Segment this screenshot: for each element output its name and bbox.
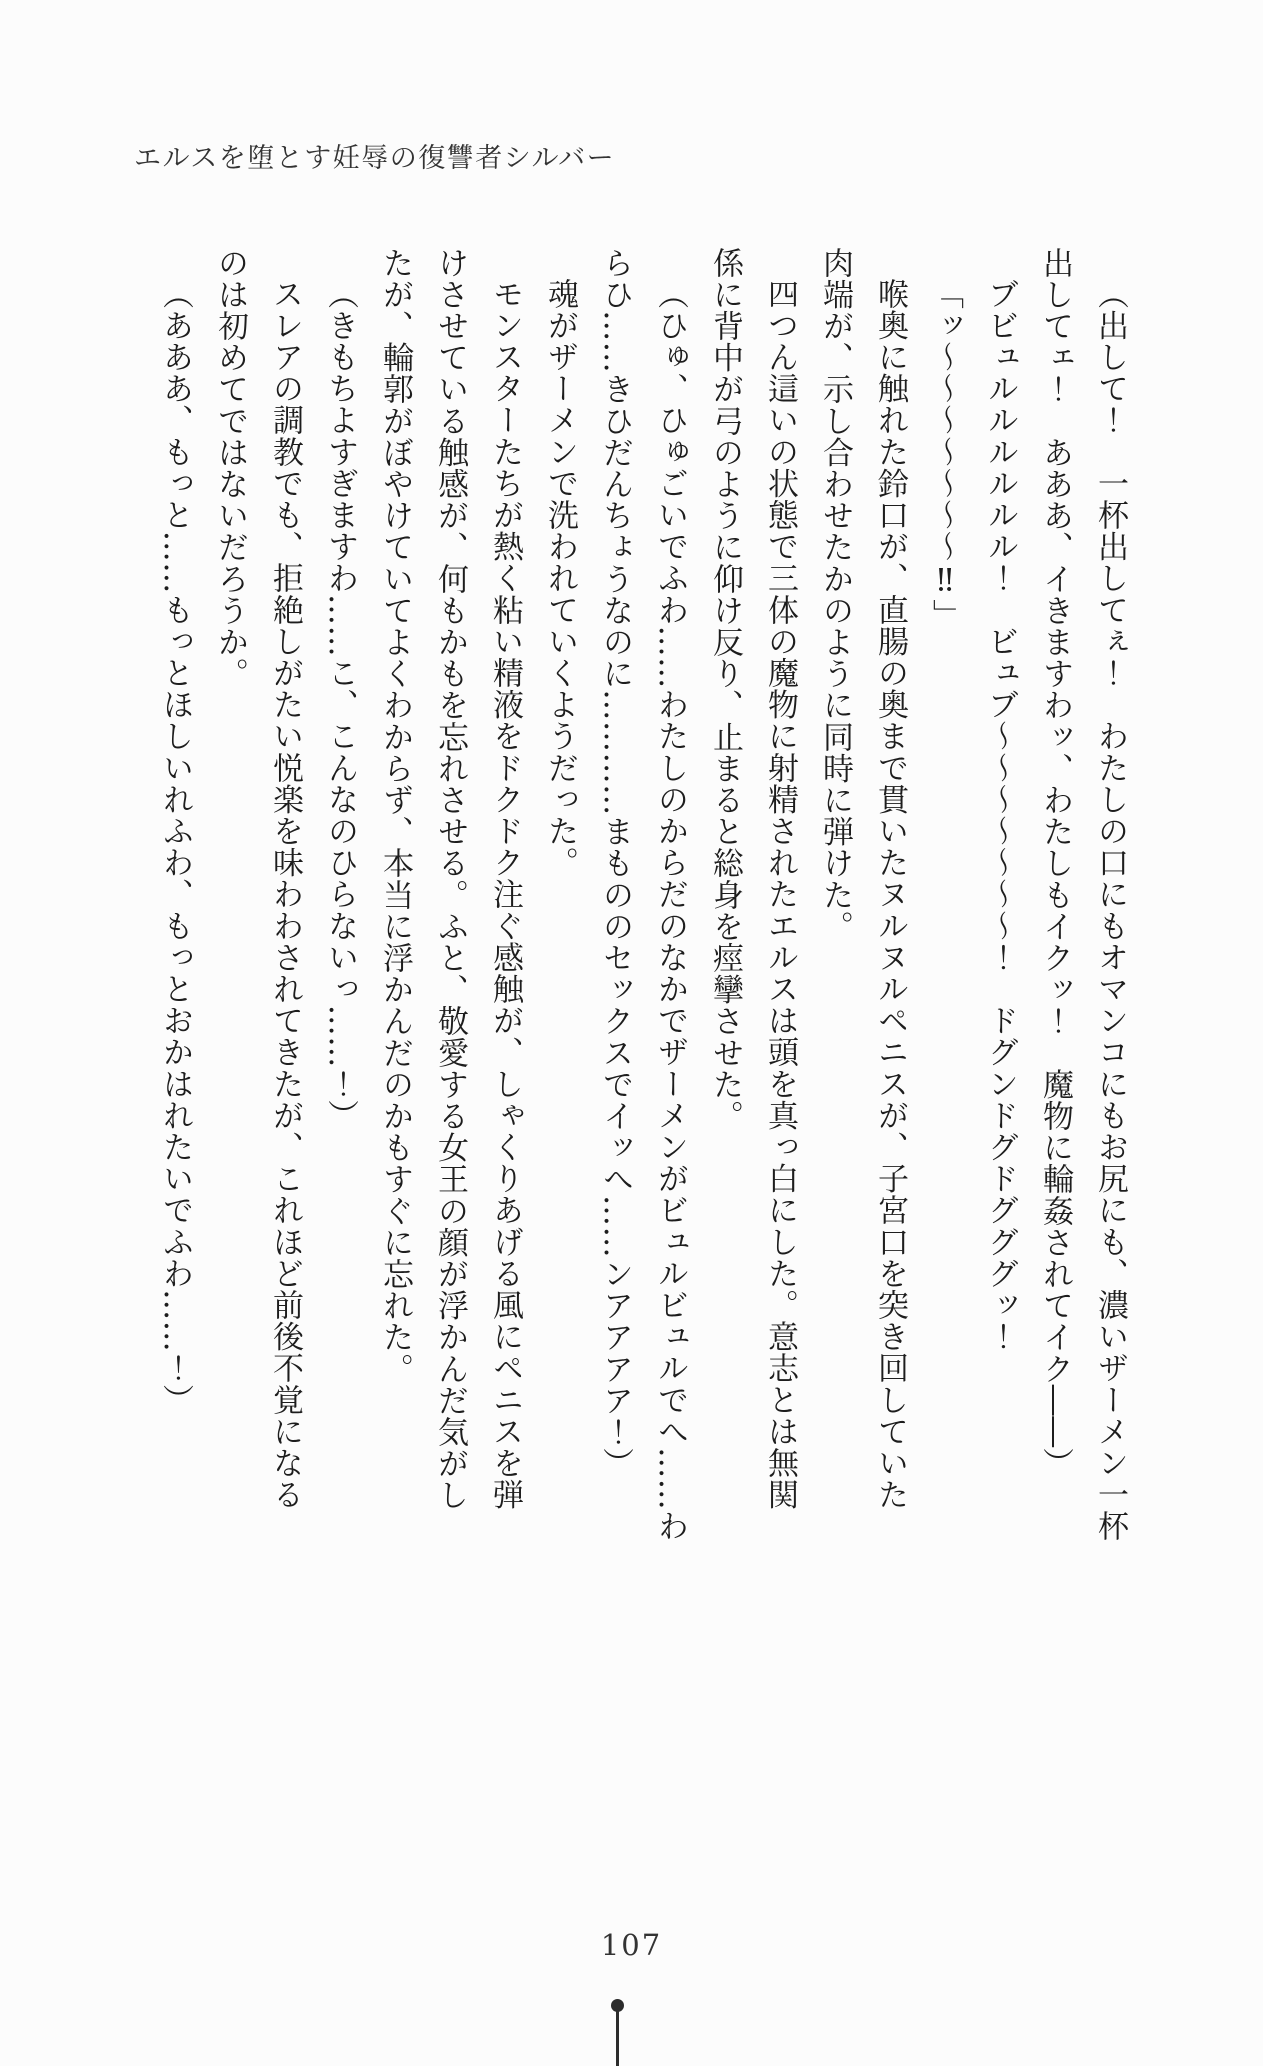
text-line: 出してェ！ あああ、イきますわッ、わたしもイクッ！ 魔物に輪姦されてイク――） <box>1037 247 1073 1480</box>
text-line: のは初めてではないだろうか。 <box>212 247 248 690</box>
text-line: （あああ、もっと……もっとほしいれふわ、もっとおかはれたいでふわ……！） <box>157 278 193 1416</box>
text-line: 「ッ～～～～～～～‼」 <box>927 278 963 631</box>
text-line: （ひゅ、ひゅごいでふわ……わたしのからだのなかでザーメンがビュルビュルでへ……わ <box>652 278 688 1542</box>
page-number: 107 <box>600 1928 663 1962</box>
text-line: スレアの調教でも、拒絶しがたい悦楽を味わわされてきたが、これほど前後不覚になる <box>267 278 303 1511</box>
main-text-vertical <box>147 247 1137 1562</box>
text-line: ブビュルルルルルル！ ビュブ～～～～～～～！ ドグンドグドグググッ！ <box>982 278 1018 1353</box>
footer-line-mark <box>616 2011 619 2066</box>
text-line: 喉奥に触れた鈴口が、直腸の奥まで貫いたヌルヌルペニスが、子宮口を突き回していた <box>872 278 908 1511</box>
text-line: たが、輪郭がぼやけていてよくわからず、本当に浮かんだのかもすぐに忘れた。 <box>377 247 413 1385</box>
text-line: 魂がザーメンで洗われていくようだった。 <box>542 278 578 879</box>
text-line: （きもちよすぎますわ……こ、こんなのひらないっ……！） <box>322 278 358 1132</box>
text-line: らひ……きひだんちょうなのに…………まもののセックスでイッへ……ンアアアア！） <box>597 247 633 1480</box>
text-line: 肉端が、示し合わせたかのように同時に弾けた。 <box>817 247 853 943</box>
text-line: 四つん這いの状態で三体の魔物に射精されたエルスは頭を真っ白にした。意志とは無関 <box>762 278 798 1511</box>
text-line: （出して！ 一杯出してぇ！ わたしの口にもオマンコにもお尻にも、濃いザーメン一杯 <box>1092 278 1128 1542</box>
text-line: 係に背中が弓のように仰け反り、止まると総身を痙攣させた。 <box>707 247 743 1132</box>
text-line: けさせている触感が、何もかもを忘れさせる。ふと、敬愛する女王の顔が浮かんだ気がし <box>432 247 468 1511</box>
running-title: エルスを堕とす妊辱の復讐者シルバー <box>134 143 616 174</box>
text-line: モンスターたちが熱く粘い精液をドクドク注ぐ感触が、しゃくりあげる風にペニスを弾 <box>487 278 523 1511</box>
